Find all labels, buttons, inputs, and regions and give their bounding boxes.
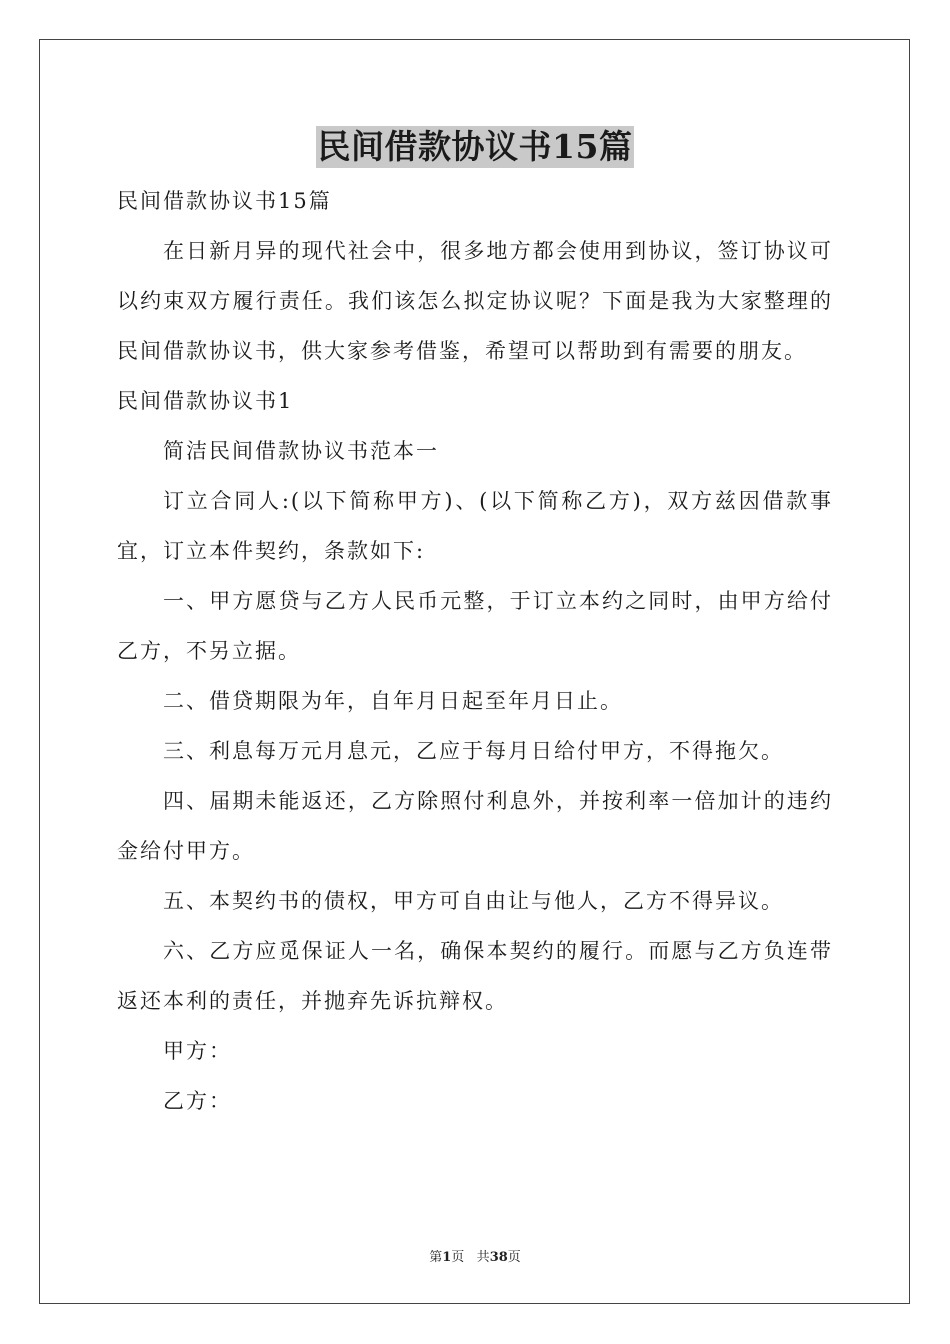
paragraph-6: 二、借贷期限为年，自年月日起至年月日止。 <box>163 689 623 713</box>
document-title: 民间借款协议书15篇 <box>317 127 633 166</box>
page-footer <box>0 1246 950 1265</box>
paragraph-7: 三、利息每万元月息元，乙应于每月日给付甲方，不得拖欠。 <box>163 739 784 763</box>
paragraph-12: 乙方： <box>163 1089 232 1113</box>
paragraph-2: 民间借款协议书1 <box>117 389 294 413</box>
paragraph-3: 简洁民间借款协议书范本一 <box>163 439 439 463</box>
footer-current-page: 1 <box>442 1250 452 1265</box>
footer-total-prefix: 共 <box>476 1250 490 1265</box>
paragraph-9: 五、本契约书的债权，甲方可自由让与他人，乙方不得异议。 <box>163 889 784 913</box>
document-body <box>117 176 833 1126</box>
title-container <box>0 126 950 168</box>
footer-total-pages: 38 <box>489 1250 508 1265</box>
paragraph-10: 六、乙方应觅保证人一名，确保本契约的履行。而愿与乙方负连带返还本利的责任，并抛弃先诉抗辩权。 <box>117 939 833 1013</box>
footer-page-word: 页 <box>451 1250 465 1265</box>
paragraph-5: 一、甲方愿贷与乙方人民币元整，于订立本约之同时，由甲方给付乙方，不另立据。 <box>117 589 833 663</box>
paragraph-11: 甲方： <box>163 1039 232 1063</box>
footer-prefix: 第 <box>429 1250 443 1265</box>
footer-total-suffix: 页 <box>507 1250 521 1265</box>
paragraph-1: 在日新月异的现代社会中，很多地方都会使用到协议，签订协议可以约束双方履行责任。我们该怎么拟定协议呢？下面是我为大家整理的民间借款协议书，供大家参考借鉴，希望可以帮助到有需要的朋友。 <box>117 239 833 363</box>
paragraph-8: 四、届期未能返还，乙方除照付利息外，并按利率一倍加计的违约金给付甲方。 <box>117 789 833 863</box>
paragraph-4: 订立合同人:(以下简称甲方)、(以下简称乙方)，双方兹因借款事宜，订立本件契约，条款如下: <box>117 489 833 563</box>
paragraph-0: 民间借款协议书15篇 <box>117 189 332 213</box>
